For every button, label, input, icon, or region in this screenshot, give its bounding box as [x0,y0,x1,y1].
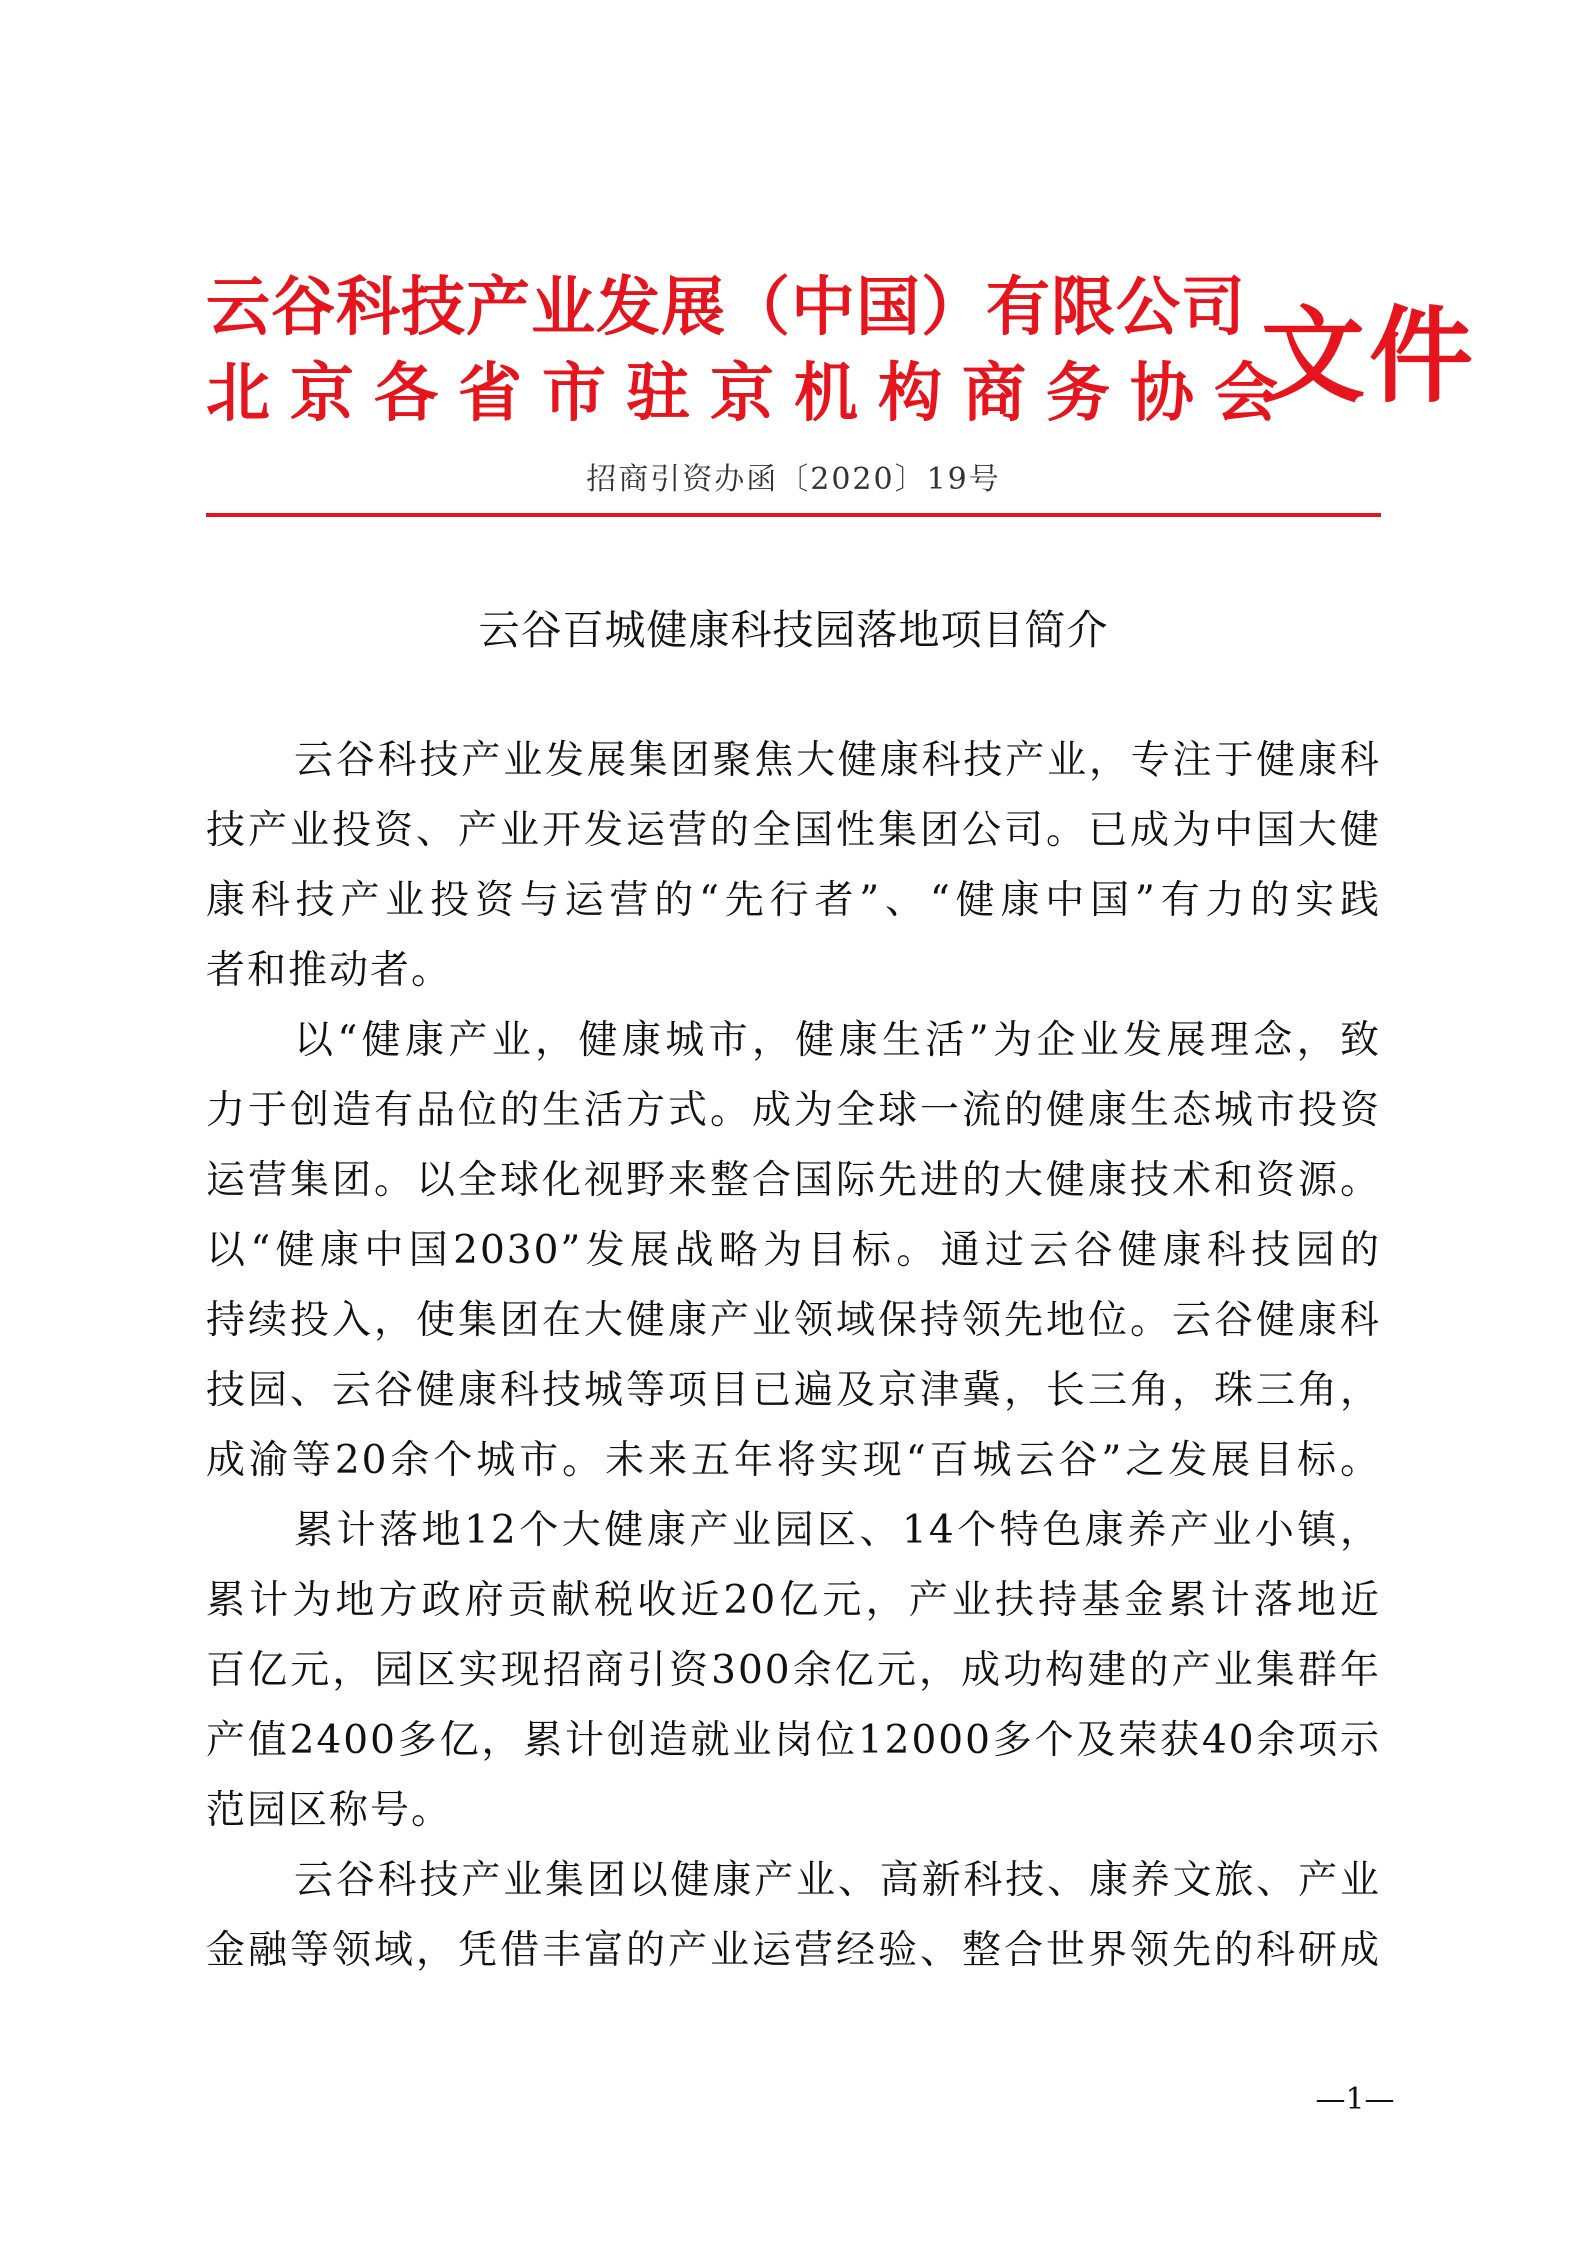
paragraph-line: 云谷科技产业集团以健康产业、高新科技、康养文旅、产业 [294,1858,1381,1903]
paragraph-line: 云谷科技产业发展集团聚焦大健康科技产业，专注于健康科 [294,738,1381,783]
paragraph-line: 康科技产业投资与运营的“先行者”、“健康中国”有力的实践 [206,878,1381,923]
paragraph-line: 技产业投资、产业开发运营的全国性集团公司。已成为中国大健 [206,808,1381,853]
document-type-label: 文件 [1261,295,1478,417]
paragraph-line: 力于创造有品位的生活方式。成为全球一流的健康生态城市投资 [206,1088,1381,1133]
paragraph-line: 以“健康中国2030”发展战略为目标。通过云谷健康科技园的 [206,1228,1381,1273]
paragraph-1 [206,726,1381,1006]
red-divider-rule [206,513,1381,517]
paragraph-4 [206,1846,1381,1986]
paragraph-line: 以“健康产业，健康城市，健康生活”为企业发展理念，致 [294,1018,1381,1063]
paragraph-line: 持续投入，使集团在大健康产业领域保持领先地位。云谷健康科 [206,1298,1381,1343]
page-number: —1— [1315,2082,1395,2117]
document-body [206,726,1381,1986]
red-letterhead [206,268,1478,448]
document-title: 云谷百城健康科技园落地项目简介 [478,606,1109,654]
paragraph-line: 者和推动者。 [206,948,453,993]
paragraph-line: 运营集团。以全球化视野来整合国际先进的大健康技术和资源。 [206,1158,1381,1203]
paragraph-line: 成渝等20余个城市。未来五年将实现“百城云谷”之发展目标。 [206,1438,1381,1483]
paragraph-line: 百亿元，园区实现招商引资300余亿元，成功构建的产业集群年 [206,1648,1381,1693]
paragraph-2 [206,1006,1381,1496]
document-number: 招商引资办函〔2020〕19号 [586,462,1001,497]
issuer-name-line-1: 云谷科技产业发展（中国）有限公司 [206,271,1246,345]
paragraph-line: 金融等领域，凭借丰富的产业运营经验、整合世界领先的科研成 [206,1928,1381,1973]
paragraph-line: 技园、云谷健康科技城等项目已遍及京津冀，长三角，珠三角， [206,1368,1381,1413]
paragraph-3 [206,1496,1381,1846]
paragraph-line: 累计落地12个大健康产业园区、14个特色康养产业小镇， [294,1508,1381,1553]
issuer-name-line-2: 北京各省市驻京机构商务协会 [206,357,1298,431]
paragraph-line: 累计为地方政府贡献税收近20亿元，产业扶持基金累计落地近 [206,1578,1381,1623]
paragraph-line: 产值2400多亿，累计创造就业岗位12000多个及荣获40余项示 [206,1718,1381,1763]
paragraph-line: 范园区称号。 [206,1788,453,1833]
